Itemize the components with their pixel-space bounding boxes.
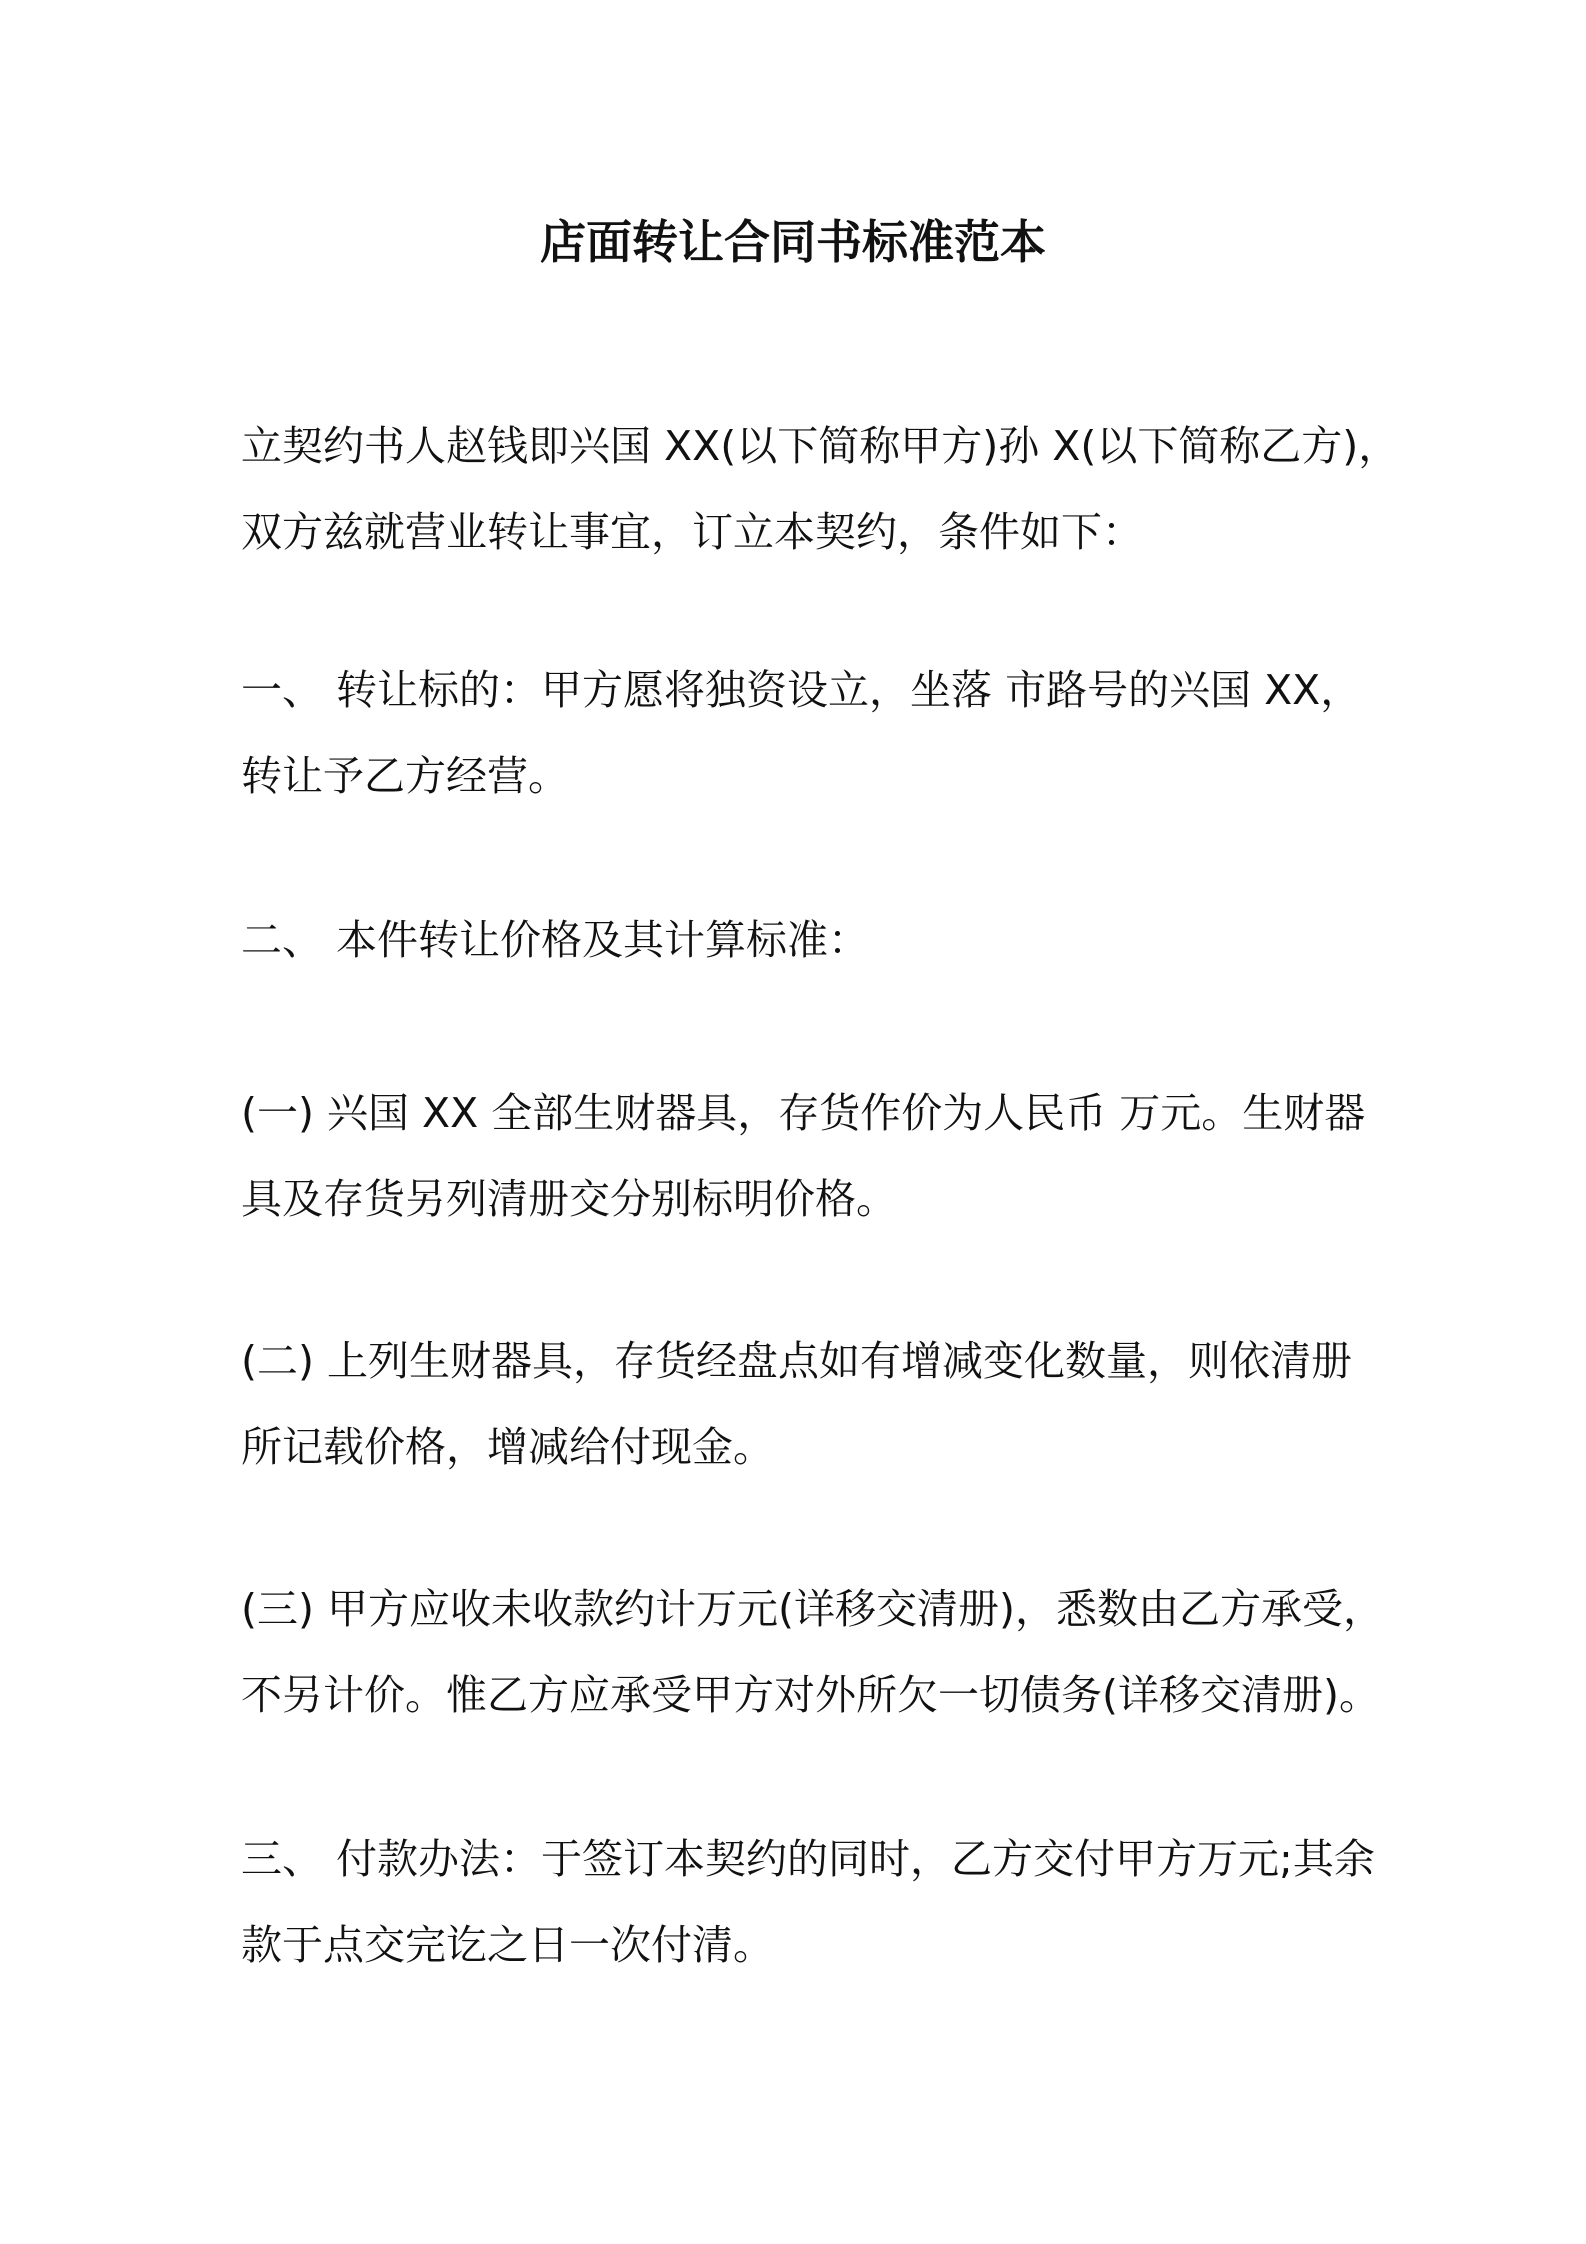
paragraph-clause-1 bbox=[241, 647, 1361, 819]
paragraph-line: 不另计价。惟乙方应承受甲方对外所欠一切债务(详移交清册)。 bbox=[241, 1671, 1380, 1719]
paragraph-line: 一、 转让标的：甲方愿将独资设立，坐落 市路号的兴国 XX， bbox=[241, 666, 1362, 714]
paragraph-line: 转让予乙方经营。 bbox=[241, 752, 569, 800]
paragraph-line: 二、 本件转让价格及其计算标准： bbox=[241, 916, 870, 964]
paragraph-line: 具及存货另列清册交分别标明价格。 bbox=[241, 1175, 897, 1223]
paragraph-subclause-3 bbox=[241, 1566, 1385, 1738]
paragraph-line: (三) 甲方应收未收款约计万元(详移交清册)，悉数由乙方承受， bbox=[241, 1585, 1385, 1633]
paragraph-line: (二) 上列生财器具，存货经盘点如有增减变化数量，则依清册 bbox=[241, 1337, 1353, 1385]
paragraph-line: 立契约书人赵钱即兴国 XX(以下简称甲方)孙 X(以下简称乙方)， bbox=[241, 422, 1400, 470]
paragraph-line: 三、 付款办法：于签订本契约的同时，乙方交付甲方万元;其余 bbox=[241, 1835, 1375, 1883]
paragraph-line: (一) 兴国 XX 全部生财器具，存货作价为人民币 万元。生财器 bbox=[241, 1089, 1366, 1137]
paragraph-line: 所记载价格，增减给付现金。 bbox=[241, 1423, 774, 1471]
paragraph-subclause-1 bbox=[241, 1070, 1366, 1242]
paragraph-line: 双方兹就营业转让事宜，订立本契约，条件如下： bbox=[241, 508, 1143, 556]
paragraph-line: 款于点交完讫之日一次付清。 bbox=[241, 1921, 774, 1969]
paragraph-clause-2 bbox=[241, 897, 1361, 983]
paragraph-clause-3 bbox=[241, 1816, 1375, 1988]
paragraph-subclause-2 bbox=[241, 1318, 1361, 1490]
document-title: 店面转让合同书标准范本 bbox=[540, 215, 1046, 269]
paragraph-parties bbox=[241, 403, 1400, 575]
